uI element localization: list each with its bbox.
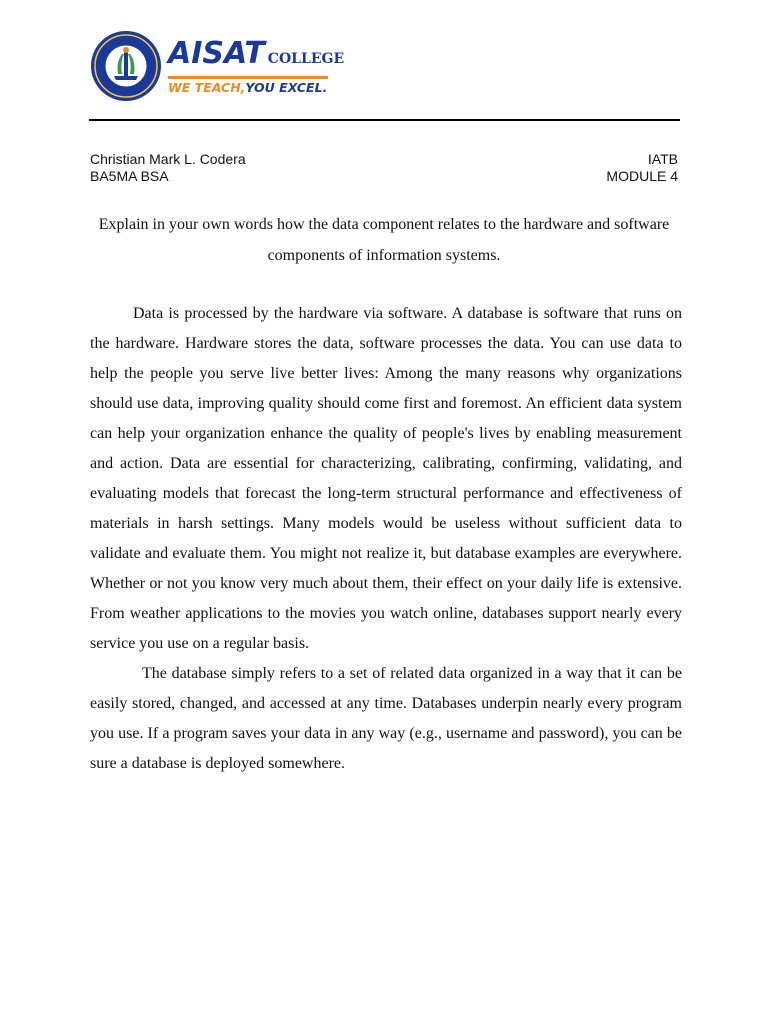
student-section: BA5MA BSA xyxy=(90,168,169,184)
student-name: Christian Mark L. Codera xyxy=(90,151,246,167)
course-info xyxy=(606,151,678,185)
header-divider xyxy=(89,119,680,121)
module-label: MODULE 4 xyxy=(606,168,678,184)
brand-suffix: COLLEGE xyxy=(267,51,345,67)
tagline-part-1: WE TEACH, xyxy=(168,80,246,95)
brand-name: AISAT xyxy=(168,36,265,71)
brand-underline xyxy=(168,76,328,79)
answer-body xyxy=(90,299,682,779)
question-prompt: Explain in your own words how the data component relates to the hardware and software components of information systems. xyxy=(98,216,670,264)
tagline-part-2: YOU EXCEL. xyxy=(245,80,328,95)
answer-paragraph-2: The database simply refers to a set of related data organized in a way that it can be easily stored, changed, and accessed at any time. Databases underpin nearly every program you use. If a program saves your data in any way (e.g., username and password), you can be sure a database is deployed somewhere. xyxy=(90,665,682,772)
answer-paragraph-1: Data is processed by the hardware via software. A database is software that runs on the hardware. Hardware stores the data, software processes the data. You can use data to help the people you serve live better lives: Among the many reasons why organizations should use data, improving quality should come first and foremost. An efficient data system can help your organization enhance the quality of people's lives by enabling measurement and action. Data are essential for characterizing, calibrating, confirming, validating, and evaluating models that forecast the long-term structural performance and effectiveness of materials in harsh settings. Many models would be useless without sufficient data to validate and evaluate them. You might not realize it, but database examples are everywhere. Whether or not you know very much about them, their effect on your daily life is extensive. From weather applications to the movies you watch online, databases support nearly every service you use on a regular basis. xyxy=(90,305,682,652)
brand-wordmark xyxy=(168,36,344,71)
brand-tagline xyxy=(168,80,327,95)
course-code: IATB xyxy=(647,151,678,167)
college-logo xyxy=(90,30,345,102)
aisat-seal-icon xyxy=(90,30,162,102)
student-info xyxy=(90,151,246,185)
